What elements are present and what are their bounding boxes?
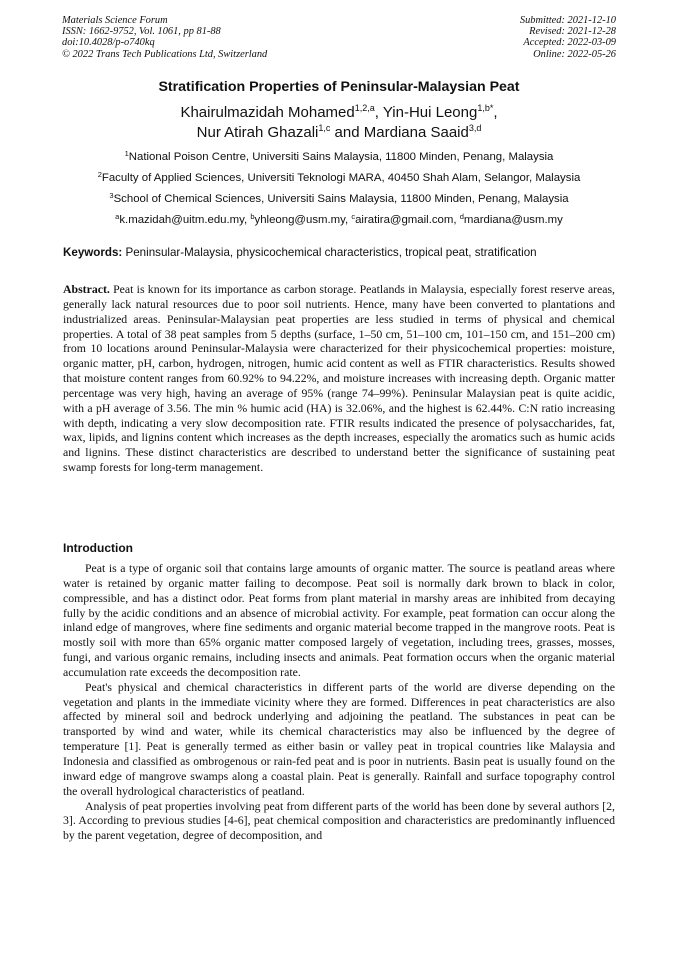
revised-date: Revised: 2021-12-28 [529, 26, 616, 38]
publication-dates [520, 15, 616, 60]
section-heading-introduction: Introduction [63, 541, 133, 555]
issn: ISSN: 1662-9752, Vol. 1061, pp 81-88 [62, 26, 221, 38]
author-sup: 1,c [318, 123, 331, 133]
affiliation-sup: 2 [97, 170, 102, 179]
affiliation-text: School of Chemical Sciences, Universiti Sains Malaysia, 11800 Minden, Penang, Malaysia [113, 193, 569, 205]
email: k.mazidah@uitm.edu.my, [119, 214, 251, 226]
keywords-text: Peninsular-Malaysia, physicochemical characteristics, tropical peat, stratification [122, 246, 537, 259]
paper-title: Stratification Properties of Peninsular-Malaysian Peat [158, 79, 520, 95]
author-sup: 1,b* [477, 103, 494, 113]
affiliation-3 [0, 192, 678, 213]
affiliation-sup: 1 [124, 149, 129, 158]
email: airatira@gmail.com, [355, 214, 460, 226]
keywords [63, 246, 616, 260]
email-sup: d [459, 212, 464, 221]
submitted-date: Submitted: 2021-12-10 [519, 15, 616, 26]
abstract-text: Peat is known for its importance as carbon storage. Peatlands in Malaysia, especially forest reserve areas, generally lack natural resources due to poor soil nutrients. Hence, many have been converted to plantations and industrialized areas. Peninsular-Malaysian peat properties are less studied in terms of physical and chemical properties. A total of 38 peat samples from 5 depths (surface, 1–50 cm, 51–100 cm, 101–150 cm, and 151–200 cm) from 10 locations around Peninsular-Malaysia were characterized for their physicochemical properties: moisture, organic matter, pH, carbon, hydrogen, nitrogen, humic acid content as well as FTIR characteristics. Results showed that moisture content ranges from 60.92% to 94.22%, and moisture increases with increasing depth. Organic matter percentage was very high, having an average of 95% (range 74–99%). Peninsular Malaysian peat is quite acidic, with a pH average of 3.56. The min % humic acid (HA) is 32.06%, and the highest is 62.44%. C:N ratio increasing with depth, indicating a very slow decomposition rate. FTIR results indicated the presence of polysaccharides, fat, wax, lipids, and lignins content which increases as the depth increases, especially the aromatics such as humic acids and lignins. These distinct characteristics are described to understand better the significance of sustaining peat swamp forests for long-term management. [63, 282, 615, 475]
author-name: Nur Atirah Ghazali [196, 124, 319, 141]
affiliation-sup: 3 [109, 191, 114, 200]
accepted-date: Accepted: 2022-03-09 [523, 37, 616, 49]
email: yhleong@usm.my, [254, 214, 352, 226]
intro-paragraph: Peat's physical and chemical characteristics in different parts of the world are diverse depending on the vegetation and plants in the immediate vicinity where they are formed. Differences in peat characteristics are also affected by mineral soil and bedrock underlying and adjoining the peatland. The substances in peat can be transported by wind and water, while its chemical characteristics may also be influenced by the degree of temperature [1]. Peat is generally termed as either basin or valley peat in tropical countries like Malaysia and Indonesia and classified as ombrogenous or rain-fed peat and is poor in nutrients. Basin peat is usually found on the inward edge of mangrove swamps along a coastal plain. Peat is generally. Rainfall and surface topography control the overall hydrological characteristics of peatland. [63, 679, 615, 798]
intro-paragraph: Analysis of peat properties involving peat from different parts of the world has been done by several authors [2, 3]. According to previous studies [4-6], peat chemical composition and characteristics are predominantly influenced by the parent vegetation, degree of decomposition, and [63, 798, 615, 843]
author-separator: and [330, 124, 364, 141]
affiliations [0, 150, 678, 234]
intro-paragraph: Peat is a type of organic soil that contains large amounts of organic matter. The source is peatland areas where water is retained by organic matter failing to decompose. Peat soil is normally dark brown to black in color, compressible, and has a distinct odor. Peat forms from plant material in marshy areas are inhibited from decaying fully by the acidic conditions and an absence of microbial activity. For example, peat formation can occur along the inland edge of mangroves, where fine sediments and organic material become trapped in the mangrove roots. Peat is mostly soil with more than 65% organic matter composed largely of vegetation, including trees, grasses, mosses, fungi, and various organic remains, including insects and animals. Peat formation occurs when the organic material accumulation rate exceeds the decomposition rate. [63, 561, 615, 679]
email-sup: c [351, 212, 356, 221]
keywords-label: Keywords: [63, 246, 123, 259]
doi: doi:10.4028/p-o740kq [62, 37, 155, 49]
author-line-1 [0, 103, 678, 123]
author-line-2 [0, 123, 678, 143]
email-line [0, 213, 678, 234]
author-list [0, 103, 678, 143]
author-sup: 3,d [468, 123, 482, 133]
affiliation-1 [0, 150, 678, 171]
journal-name: Materials Science Forum [62, 15, 168, 26]
author-name: Khairulmazidah Mohamed [180, 104, 355, 121]
journal-info [62, 15, 267, 60]
copyright: © 2022 Trans Tech Publications Ltd, Switzerland [62, 48, 268, 60]
introduction-body [63, 561, 615, 843]
online-date: Online: 2022-05-26 [533, 48, 616, 60]
author-name: Yin-Hui Leong [382, 104, 478, 121]
affiliation-2 [0, 171, 678, 192]
email: mardiana@usm.my [463, 214, 563, 226]
author-name: Mardiana Saaid [363, 124, 469, 141]
abstract [63, 282, 615, 475]
abstract-label: Abstract. [63, 282, 110, 296]
email-sup: b [250, 212, 255, 221]
affiliation-text: National Poison Centre, Universiti Sains Malaysia, 11800 Minden, Penang, Malaysia [128, 151, 554, 163]
author-separator: , [374, 104, 383, 121]
affiliation-text: Faculty of Applied Sciences, Universiti Teknologi MARA, 40450 Shah Alam, Selangor, Malaysia [101, 172, 581, 184]
abstract-paragraph [63, 282, 615, 475]
author-separator: , [493, 104, 498, 121]
author-sup: 1,2,a [354, 103, 375, 113]
email-sup: a [115, 212, 120, 221]
